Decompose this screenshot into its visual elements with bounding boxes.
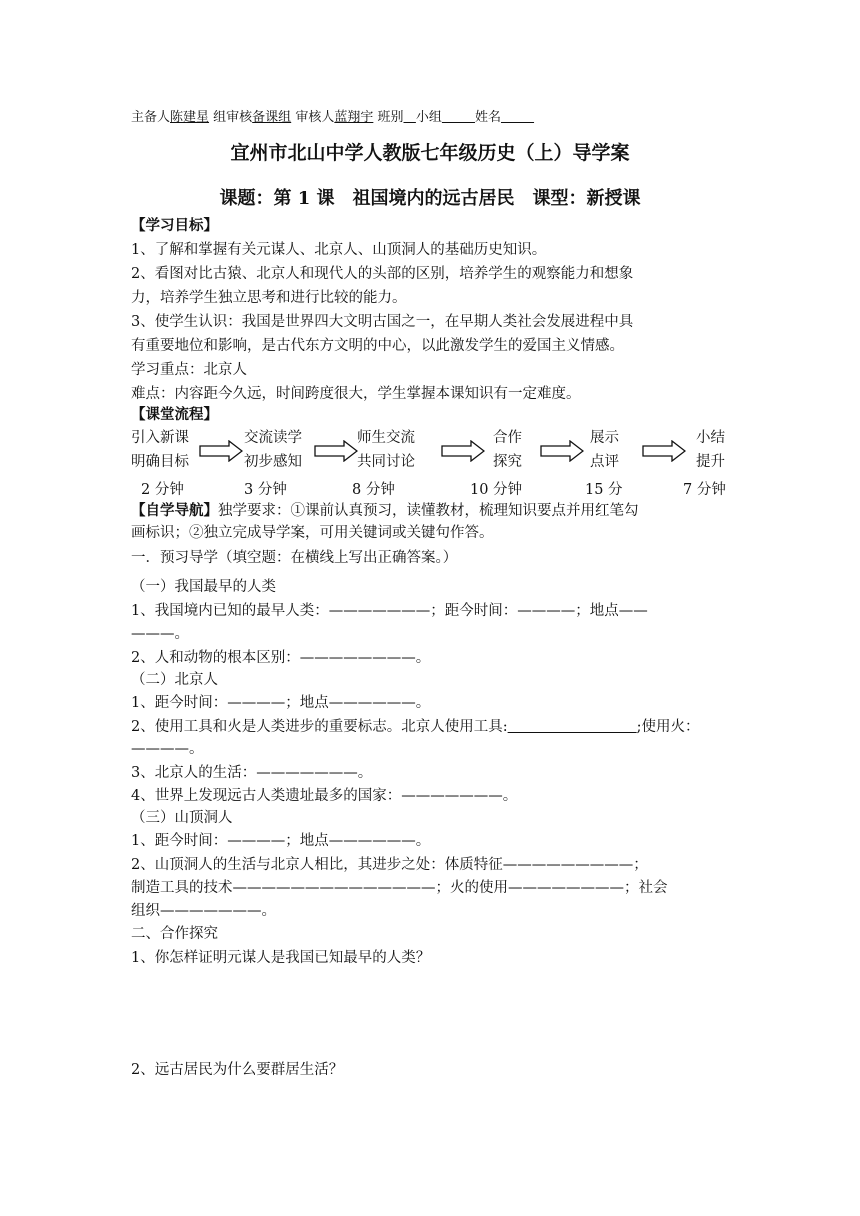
flow-step-1-line2: 明确目标 [131, 454, 189, 470]
group-blank[interactable] [442, 110, 475, 125]
difficulty: 难点：内容距今久远，时间跨度很大，学生掌握本课知识有一定难度。 [131, 386, 581, 402]
question-2-2-fire: ;使用火： [636, 719, 700, 735]
reviewer-label: 审核人 [291, 110, 335, 125]
objective-3-cont: 有重要地位和影响，是古代东方文明的中心，以此激发学生的爱国主义情感。 [131, 338, 624, 354]
question-3-1: 1、距今时间：————；地点——————。 [131, 833, 431, 849]
name-label: 姓名 [474, 110, 501, 125]
preparer-line [131, 106, 534, 125]
objectives-heading: 【学习目标】 [131, 217, 218, 234]
question-3-2-cont: 制造工具的技术——————————————；火的使用————————；社会 [131, 880, 668, 896]
selfstudy-line-1 [131, 501, 731, 521]
flow-arrow-icon [199, 440, 243, 462]
flow-step-5-line2: 点评 [590, 454, 619, 470]
question-2-3: 3、北京人的生活：———————。 [131, 765, 373, 781]
preparer-name: 陈建星 [170, 110, 210, 125]
class-label: 班别 [373, 110, 404, 125]
objective-3: 3、使学生认识：我国是世界四大文明古国之一，在早期人类社会发展进程中具 [131, 314, 634, 330]
question-2-1: 1、距今时间：————；地点——————。 [131, 695, 431, 711]
objective-1: 1、了解和掌握有关元谋人、北京人、山顶洞人的基础历史知识。 [131, 242, 547, 258]
name-blank[interactable] [501, 110, 534, 125]
flow-time-3: 8 分钟 [352, 482, 395, 498]
question-1-2: 2、人和动物的根本区别：————————。 [131, 650, 431, 666]
flow-time-6: 7 分钟 [683, 482, 726, 498]
flow-time-1: 2 分钟 [141, 482, 184, 498]
flow-heading: 【课堂流程】 [131, 406, 218, 423]
flow-step-6-line2: 提升 [696, 454, 725, 470]
flow-arrow-icon [314, 440, 358, 462]
objective-2-cont: 力，培养学生独立思考和进行比较的能力。 [131, 290, 407, 306]
reviewer-name: 蓝翔宇 [334, 110, 374, 125]
flow-time-2: 3 分钟 [244, 482, 287, 498]
flow-time-5: 15 分 [585, 482, 623, 498]
selfstudy-heading: 【自学导航】 [131, 502, 218, 519]
class-blank[interactable] [403, 110, 415, 125]
question-3-2-cont2: 组织———————。 [131, 903, 276, 919]
flow-time-4: 10 分钟 [470, 482, 523, 498]
discussion-question-2: 2、远古居民为什么要群居生活？ [131, 1062, 344, 1078]
section-2-heading: （二）北京人 [131, 672, 218, 688]
flow-arrow-icon [642, 440, 686, 462]
key-point: 学习重点：北京人 [131, 362, 247, 378]
preparer-label: 主备人 [131, 110, 171, 125]
tools-blank[interactable] [508, 719, 637, 735]
question-2-2-text: 2、使用工具和火是人类进步的重要标志。北京人使用工具: [131, 719, 508, 735]
flow-step-5-line1: 展示 [590, 430, 619, 446]
flow-step-3-line2: 共同讨论 [357, 454, 415, 470]
flow-step-2-line1: 交流读学 [244, 430, 302, 446]
question-1-1: 1、我国境内已知的最早人类：———————；距今时间：————；地点—— [131, 603, 648, 619]
flow-step-6-line1: 小结 [696, 430, 725, 446]
question-2-2 [131, 717, 731, 737]
group-review-label: 组审核 [209, 110, 253, 125]
section-1-heading: （一）我国最早的人类 [131, 579, 276, 595]
flow-arrow-icon [540, 440, 584, 462]
lesson-title: 课题：第 1 课 祖国境内的远古居民 课型：新授课 [219, 188, 641, 209]
document-title: 宜州市北山中学人教版七年级历史（上）导学案 [230, 142, 630, 164]
flow-step-1-line1: 引入新课 [131, 430, 189, 446]
section-3-heading: （三）山顶洞人 [131, 810, 233, 826]
flow-arrow-icon [441, 440, 485, 462]
discussion-question-1: 1、你怎样证明元谋人是我国已知最早的人类？ [131, 950, 431, 966]
cooperation-heading: 二、合作探究 [131, 926, 218, 942]
flow-step-3-line1: 师生交流 [357, 430, 415, 446]
selfstudy-requirement: 独学要求：①课前认真预习，读懂教材，梳理知识要点并用红笔勾 [218, 503, 639, 519]
question-1-1-cont: ———。 [131, 626, 189, 642]
flow-step-2-line2: 初步感知 [244, 454, 302, 470]
flow-step-4-line2: 探究 [493, 454, 522, 470]
group-review-value: 备课组 [252, 110, 292, 125]
question-2-2-cont: ————。 [131, 741, 204, 757]
flow-step-4-line1: 合作 [493, 430, 522, 446]
selfstudy-requirement-cont: 画标识；②独立完成导学案，可用关键词或关键句作答。 [131, 525, 494, 541]
preview-heading: 一．预习导学（填空题：在横线上写出正确答案。） [131, 550, 458, 566]
question-3-2: 2、山顶洞人的生活与北京人相比，其进步之处：体质特征—————————； [131, 857, 648, 873]
question-2-4: 4、世界上发现远古人类遗址最多的国家：———————。 [131, 788, 518, 804]
group-label: 小组 [415, 110, 442, 125]
objective-2: 2、看图对比古猿、北京人和现代人的头部的区别，培养学生的观察能力和想象 [131, 266, 634, 282]
